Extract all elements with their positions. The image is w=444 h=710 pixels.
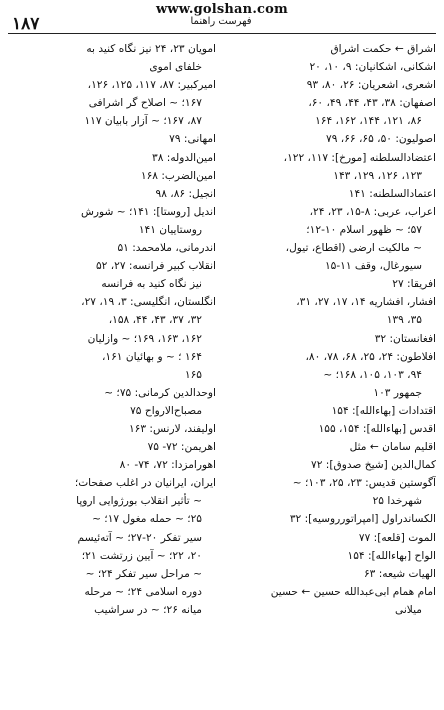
index-entry-line: روستاییان ۱۴۱ [138, 223, 202, 236]
index-entry-line: ~ تأثیر انقلاب بورژوایی اروپا [76, 495, 202, 508]
index-entry-line: الواح [بهاءالله]: ۱۵۴ [347, 549, 436, 562]
index-entry [230, 76, 436, 94]
index-entry-line: سیر تفکر ۲۰-۲۷؛ ~ آته‌ئیسم [77, 531, 202, 544]
index-entry [230, 130, 436, 148]
index-entry [230, 565, 436, 583]
index-entry-line: افلاطون: ۲۴، ۲۵، ۶۸، ۷۸، ۸۰، [305, 350, 436, 363]
index-entry [230, 438, 436, 456]
index-entry [230, 330, 436, 348]
index-entry [230, 583, 436, 619]
index-entry-line: ۱۶۲، ۱۶۳، ۱۶۹؛ ~ وازلیان [87, 332, 202, 345]
index-entry [10, 474, 216, 619]
index-entry [10, 167, 216, 185]
index-entry [230, 420, 436, 438]
index-entry-line: امین‌الدوله: ۳۸ [152, 151, 216, 164]
running-head: فهرست راهنما [190, 16, 252, 27]
index-entry [10, 456, 216, 474]
page-header [12, 14, 430, 32]
index-entry-line: اقتدادات [بهاءالله]: ۱۵۴ [331, 404, 436, 417]
index-entry-line: ۱۲۳، ۱۲۶، ۱۲۹، ۱۴۳ [333, 169, 422, 182]
index-entry-line: افریقا: ۲۷ [392, 278, 436, 291]
index-entry-line: اشکانی، اشکانیان: ۹، ۱۰، ۲۰ [309, 61, 436, 74]
index-entry [10, 130, 216, 148]
index-entry-line: میانه ۲۶؛ ~ در سراشیب [94, 603, 202, 616]
index-entry-line: دوره اسلامی ۲۴؛ ~ مرحله [84, 585, 202, 598]
index-entry-line: ۱۶۴ ؛ ~ و بهائیان ۱۶۱، [102, 350, 202, 363]
index-entry [230, 94, 436, 130]
index-entry [10, 40, 216, 76]
index-entry-line: اولیفند، لارنس: ۱۶۳ [128, 422, 216, 435]
index-entry-line: ۳۵، ۱۳۹ [386, 314, 422, 327]
index-entry-line: ~ مراحل سیر تفکر ۲۴؛ ~ [85, 567, 202, 580]
index-entry-line: اندرمانی، ملامحمد: ۵۱ [117, 242, 216, 255]
index-entry-line: مصباح‌الارواح ۷۵ [130, 404, 202, 417]
index-entry-line: انگلستان، انگلیسی: ۳، ۱۹، ۲۷، [81, 296, 216, 309]
index-entry [10, 293, 216, 383]
index-entry-line: ۲۰، ۲۲؛ ~ آیین زرتشت ۲۱؛ [81, 549, 202, 562]
index-entry [10, 384, 216, 420]
index-entry-line: اهریمن: ۷۲- ۷۵ [147, 441, 216, 454]
index-entry [230, 510, 436, 528]
index-column-left [10, 40, 216, 704]
index-entry-line: اشعری، اشعریان: ۲۶، ۸۰، ۹۳ [306, 79, 436, 92]
index-entry-line: سیورغال، وقف ۱۱-۱۵ [324, 260, 422, 273]
index-entry [230, 58, 436, 76]
index-entry-line: خلفای اموی [149, 61, 202, 74]
index-column-right [230, 40, 436, 704]
index-entry-line: اقلیم سامان ← مثل [349, 441, 436, 454]
index-entry-line: میلانی [395, 603, 422, 616]
index-entry [10, 76, 216, 130]
index-entry [230, 275, 436, 293]
index-entry-line: ۳۲، ۳۷، ۴۳، ۴۴، ۱۵۸، [108, 314, 202, 327]
site-url: www.golshan.com [155, 2, 288, 17]
index-entry-line: امام همام ابی‌عبدالله حسین ← حسین [270, 585, 436, 598]
index-entry [230, 529, 436, 547]
index-entry [230, 149, 436, 185]
index-entry-line: شهرخدا ۲۵ [372, 495, 422, 508]
index-entry-line: ۲۵؛ ~ حمله مغول ۱۷؛ ~ [92, 513, 202, 526]
index-entry [10, 438, 216, 456]
index-entry-line: اعتضادالسلطنه [مورخ]: ۱۱۷، ۱۲۲، [283, 151, 436, 164]
index-entry-line: اهورامزدا: ۷۲، ۷۴- ۸۰ [119, 459, 216, 472]
index-entry-line: الهیات شیعه: ۶۳ [363, 567, 436, 580]
index-entry-line: ~ مالکیت ارضی (اقطاع، تیول، [285, 242, 422, 255]
index-entry-line: اوحدالدین کرمانی: ۷۵؛ ~ [104, 386, 216, 399]
index-entry-line: امهانی: ۷۹ [169, 133, 216, 146]
index-entry [10, 149, 216, 167]
index-entry-line: اصفهان: ۳۸، ۴۳، ۴۴، ۴۹، ۶۰، [308, 97, 436, 110]
page-number: ۱۸۷ [12, 14, 40, 34]
index-entry-line: الموت [قلعه]: ۷۷ [358, 531, 436, 544]
index-entry-line: اندیل [روستا]: ۱۴۱؛ ~ شورش [81, 205, 216, 218]
index-entry-line: افغانستان: ۳۲ [374, 332, 436, 345]
index-entry-line: ایران، ایرانیان در اغلب صفحات؛ [74, 477, 216, 490]
index-entry [230, 293, 436, 329]
index-entry-line: ۸۷، ۱۶۷؛ ~ آزار بابیان ۱۱۷ [84, 115, 202, 128]
index-entry [230, 40, 436, 58]
index-entry-line: اعتمادالسلطنه: ۱۴۱ [348, 187, 436, 200]
index-entry-line: امین‌الضرب: ۱۶۸ [140, 169, 216, 182]
index-entry-line: ۹۴، ۱۰۳، ۱۰۵، ۱۶۸؛ ~ [323, 368, 422, 381]
index-entry [230, 456, 436, 474]
index-entry-line: انقلاب کبیر فرانسه: ۲۷، ۵۲ [95, 260, 216, 273]
index-entry-line: ۱۶۵ [184, 368, 202, 381]
index-entry [230, 203, 436, 275]
index-entry [10, 257, 216, 293]
index-entry-line: نیز نگاه کنید به فرانسه [101, 278, 202, 291]
index-entry [10, 185, 216, 203]
index-entry-line: ۵۷؛ ~ ظهور اسلام ۱۰-۱۲؛ [306, 223, 422, 236]
index-entry [10, 239, 216, 257]
index-entry-line: ۸۶، ۱۲۱، ۱۴۴، ۱۶۲، ۱۶۴ [315, 115, 422, 128]
index-entry-line: کمال‌الدین [شیخ صدوق]: ۷۲ [311, 459, 436, 472]
index-entry-line: امویان ۲۳، ۲۴ نیز نگاه کنید به [86, 43, 216, 55]
index-entry-line: افشار، افشاریه ۱۴، ۱۷، ۲۷، ۳۱، [296, 296, 436, 309]
index-entry-line: آگوستین قدیس: ۲۳، ۲۵، ۱۰۳؛ ~ [292, 477, 436, 490]
index-entry [230, 547, 436, 565]
index-entry-line: انجیل: ۸۶، ۹۸ [155, 187, 216, 200]
index-entry-line: امیرکبیر: ۸۷، ۱۱۷، ۱۲۵، ۱۲۶، [87, 79, 216, 92]
header-rule [8, 33, 436, 34]
index-entry-line: الکساندراول [امپراتورروسیه]: ۳۲ [289, 513, 436, 526]
index-entry [230, 185, 436, 203]
index-entry-line: جمهور ۱۰۳ [373, 386, 422, 399]
index-entry [230, 348, 436, 402]
index-entry-line: اقدس [بهاءالله]: ۱۵۴، ۱۵۵ [318, 422, 436, 435]
index-entry [10, 203, 216, 239]
index-entry [10, 420, 216, 438]
index-entry-line: اشراق ← حکمت اشراق [330, 43, 436, 55]
index-entry-line: ۱۶۷؛ ~ اصلاح گر اشرافی [88, 97, 202, 110]
index-entry [230, 474, 436, 510]
index-entry-line: اصولیون: ۵۰، ۶۵، ۶۶، ۷۹ [326, 133, 436, 146]
index-entry [230, 402, 436, 420]
index-entry-line: اعراب، عربی: ۸-۱۵، ۲۳، ۲۴، [309, 205, 436, 218]
